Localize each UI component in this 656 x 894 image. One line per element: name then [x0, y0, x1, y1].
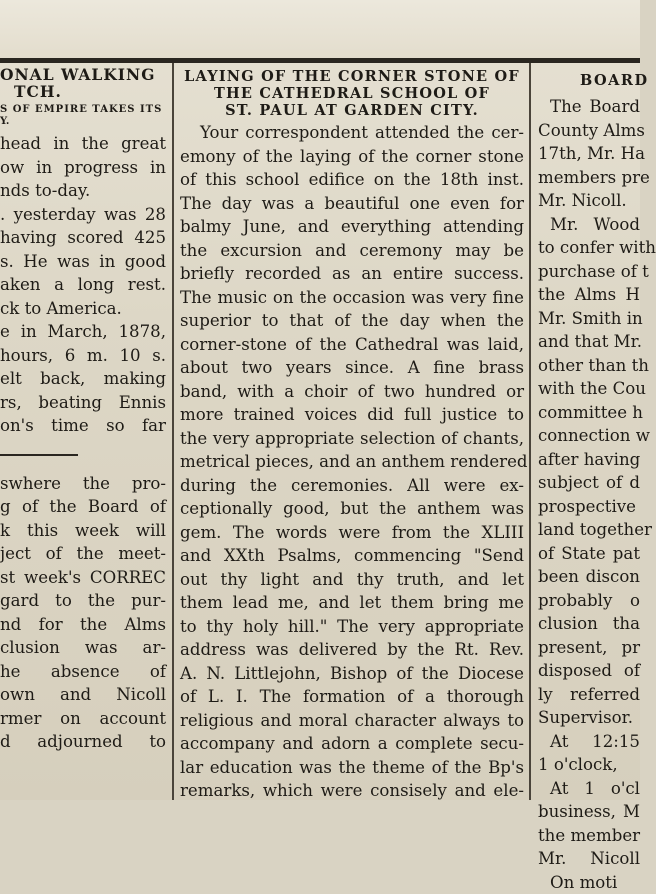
- right-line: been discon: [532, 565, 640, 589]
- right-line: 1 o'clock,: [532, 753, 640, 777]
- left-line: nd for the Alms: [0, 613, 172, 637]
- right-line: probably o: [532, 589, 640, 613]
- body-line: Your correspondent attended the cer-: [176, 121, 528, 145]
- body-line: briefly recorded as an entire success.: [176, 262, 528, 286]
- left-line: clusion was ar-: [0, 636, 172, 660]
- column-divider-right: [529, 63, 531, 800]
- left-line: e in March, 1878,: [0, 320, 172, 344]
- middle-column: [176, 66, 528, 800]
- right-line: the member: [532, 824, 640, 848]
- body-line: emony of the laying of the corner stone: [176, 145, 528, 169]
- left-line: elt back, making: [0, 367, 172, 391]
- right-line: Mr. Smith in: [532, 307, 640, 331]
- right-line: purchase of t: [532, 260, 640, 284]
- right-line: present, pr: [532, 636, 640, 660]
- article-headline: [176, 68, 528, 119]
- body-line: remarks, which were consisely and ele-: [176, 779, 528, 803]
- right-line: At 12:15: [532, 730, 640, 754]
- body-line: accompany and adorn a complete secu-: [176, 732, 528, 756]
- right-line: ly referred: [532, 683, 640, 707]
- body-line: ceptionally good, but the anthem was: [176, 497, 528, 521]
- right-article-body: [532, 95, 640, 894]
- body-line: gem. The words were from the XLIII: [176, 521, 528, 545]
- left-line: he absence of: [0, 660, 172, 684]
- body-line: balmy June, and everything attending: [176, 215, 528, 239]
- body-line: religious and moral character always to: [176, 709, 528, 733]
- body-line: The day was a beautiful one even for: [176, 192, 528, 216]
- body-line: them lead me, and let them bring me: [176, 591, 528, 615]
- headline-line-2: THE CATHEDRAL SCHOOL OF: [176, 85, 528, 102]
- left-line: aken a long rest.: [0, 273, 172, 297]
- left-article-body-1: [0, 132, 172, 438]
- left-line: . yesterday was 28: [0, 203, 172, 227]
- left-line: rmer on account: [0, 707, 172, 731]
- left-line: own and Nicoll: [0, 683, 172, 707]
- left-line: swhere the pro-: [0, 472, 172, 496]
- left-line: on's time so far: [0, 414, 172, 438]
- right-line: On moti: [532, 871, 640, 894]
- right-line: At 1 o'cl: [532, 777, 640, 801]
- left-line: s. He was in good: [0, 250, 172, 274]
- left-line: g of the Board of: [0, 495, 172, 519]
- body-line: the very appropriate selection of chants,: [176, 427, 528, 451]
- left-column: [0, 66, 172, 800]
- body-line: and XXth Psalms, commencing "Send: [176, 544, 528, 568]
- top-column-rule: [0, 58, 640, 63]
- left-line: ck to America.: [0, 297, 172, 321]
- right-line: other than th: [532, 354, 640, 378]
- right-line: to confer with: [532, 236, 640, 260]
- right-line: business, M: [532, 800, 640, 824]
- article-body: [176, 121, 528, 803]
- body-line: metrical pieces, and an anthem rendered: [176, 450, 528, 474]
- right-column: [532, 66, 640, 800]
- body-line: A. N. Littlejohn, Bishop of the Diocese: [176, 662, 528, 686]
- body-line: about two years since. A fine brass: [176, 356, 528, 380]
- left-subhead: S OF EMPIRE TAKES ITS: [0, 104, 172, 116]
- right-line: Mr. Nicoll: [532, 847, 640, 871]
- body-line: to thy holy hill." The very appropriate: [176, 615, 528, 639]
- right-line: of State pat: [532, 542, 640, 566]
- right-line: prospective: [532, 495, 640, 519]
- right-headline: BOARD: [532, 72, 640, 89]
- left-line: st week's CORREC: [0, 566, 172, 590]
- left-line: nds to-day.: [0, 179, 172, 203]
- column-divider-left: [172, 63, 174, 800]
- body-line: of this school edifice on the 18th inst.: [176, 168, 528, 192]
- body-line: out thy light and thy truth, and let: [176, 568, 528, 592]
- right-line: members pre: [532, 166, 640, 190]
- right-line: County Alms: [532, 119, 640, 143]
- left-line: rs, beating Ennis: [0, 391, 172, 415]
- left-line: ject of the meet-: [0, 542, 172, 566]
- body-line: band, with a choir of two hundred or: [176, 380, 528, 404]
- left-line: d adjourned to: [0, 730, 172, 754]
- right-line: the Alms H: [532, 283, 640, 307]
- body-line: of L. I. The formation of a thorough: [176, 685, 528, 709]
- right-line: Supervisor.: [532, 706, 640, 730]
- right-line: subject of d: [532, 471, 640, 495]
- right-line: Mr. Wood: [532, 213, 640, 237]
- headline-line-3: ST. PAUL AT GARDEN CITY.: [176, 102, 528, 119]
- left-line: k this week will: [0, 519, 172, 543]
- right-line: with the Cou: [532, 377, 640, 401]
- article-separator: [0, 454, 78, 456]
- body-line: address was delivered by the Rt. Rev.: [176, 638, 528, 662]
- right-line: land together: [532, 518, 640, 542]
- body-line: The music on the occasion was very fine: [176, 286, 528, 310]
- left-line: head in the great: [0, 132, 172, 156]
- right-line: The Board: [532, 95, 640, 119]
- body-line: during the ceremonies. All were ex-: [176, 474, 528, 498]
- body-line: lar education was the theme of the Bp's: [176, 756, 528, 780]
- right-line: and that Mr.: [532, 330, 640, 354]
- right-line: Mr. Nicoll.: [532, 189, 640, 213]
- body-line: more trained voices did full justice to: [176, 403, 528, 427]
- top-margin: [0, 0, 640, 58]
- body-line: superior to that of the day when the: [176, 309, 528, 333]
- body-line: the excursion and ceremony may be: [176, 239, 528, 263]
- right-line: clusion tha: [532, 612, 640, 636]
- right-line: after having: [532, 448, 640, 472]
- left-line: hours, 6 m. 10 s.: [0, 344, 172, 368]
- right-line: disposed of: [532, 659, 640, 683]
- right-line: 17th, Mr. Ha: [532, 142, 640, 166]
- left-line: ow in progress in: [0, 156, 172, 180]
- left-subhead-2: Y.: [0, 116, 172, 128]
- left-line: gard to the pur-: [0, 589, 172, 613]
- headline-line-1: LAYING OF THE CORNER STONE OF: [176, 68, 528, 85]
- body-line: corner-stone of the Cathedral was laid,: [176, 333, 528, 357]
- right-line: connection w: [532, 424, 640, 448]
- left-headline-2: TCH.: [0, 83, 172, 100]
- right-line: committee h: [532, 401, 640, 425]
- left-line: having scored 425: [0, 226, 172, 250]
- left-headline-1: ONAL WALKING: [0, 66, 172, 83]
- left-article-body-2: [0, 472, 172, 754]
